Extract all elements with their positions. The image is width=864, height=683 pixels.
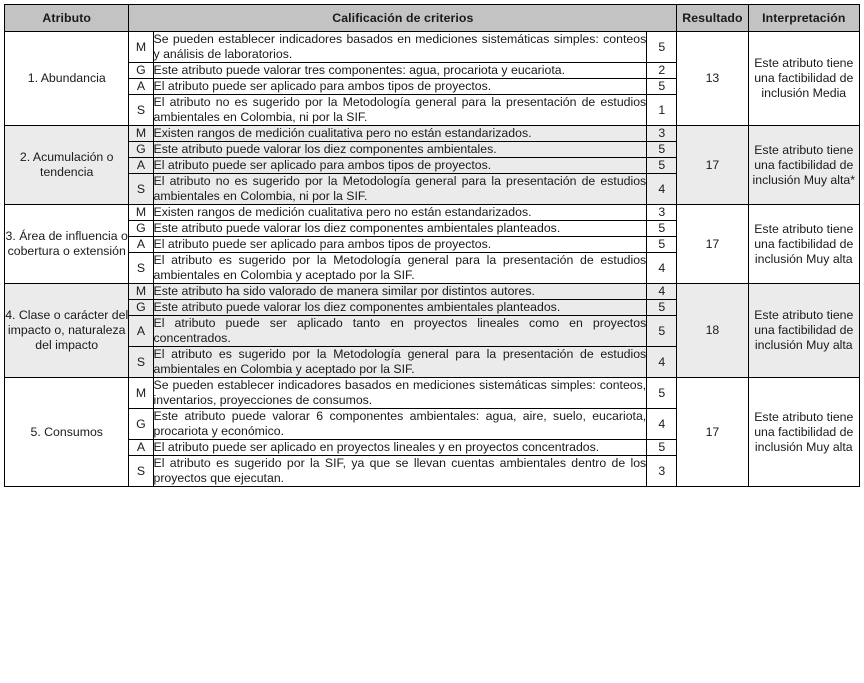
criterion-score-cell: 4 bbox=[647, 253, 677, 284]
criterion-score-cell: 5 bbox=[647, 32, 677, 63]
attribute-cell: 1. Abundancia bbox=[5, 32, 129, 126]
criterion-score-cell: 2 bbox=[647, 63, 677, 79]
criterion-letter-cell: G bbox=[129, 142, 153, 158]
result-cell: 18 bbox=[677, 284, 748, 378]
criterion-description-cell: Este atributo puede valorar tres componentes: agua, procariota y eucariota. bbox=[153, 63, 647, 79]
criterion-letter-cell: S bbox=[129, 456, 153, 487]
criterion-letter-cell: A bbox=[129, 79, 153, 95]
criterion-description-cell: Existen rangos de medición cualitativa pero no están estandarizados. bbox=[153, 205, 647, 221]
criterion-score-cell: 5 bbox=[647, 221, 677, 237]
criterion-letter-cell: M bbox=[129, 205, 153, 221]
criterion-description-cell: Se pueden establecer indicadores basados en mediciones sistemáticas simples: conteos, inventarios, proyecciones de consumos. bbox=[153, 378, 647, 407]
criteria-evaluation-table bbox=[4, 4, 860, 487]
criterion-description-cell: El atributo puede ser aplicado en proyectos lineales y en proyectos concentrados. bbox=[153, 440, 647, 456]
criterion-description-cell: Este atributo puede valorar los diez componentes ambientales planteados. bbox=[153, 221, 647, 237]
criterion-letter-cell: G bbox=[129, 300, 153, 316]
criterion-description-cell: Este atributo puede valorar los diez componentes ambientales. bbox=[153, 142, 647, 158]
result-cell: 17 bbox=[677, 378, 748, 487]
criterion-score-cell: 4 bbox=[647, 174, 677, 205]
table-header bbox=[5, 5, 860, 32]
criterion-description-cell: Este atributo puede valorar los diez componentes ambientales planteados. bbox=[153, 300, 647, 316]
criterion-letter-cell: S bbox=[129, 347, 153, 378]
criterion-description-cell: Se pueden establecer indicadores basados en mediciones sistemáticas simples: conteos y análisis de laboratorios. bbox=[153, 32, 647, 61]
criterion-description-cell: El atributo puede ser aplicado para ambos tipos de proyectos. bbox=[153, 237, 647, 253]
criterion-score-cell: 5 bbox=[647, 440, 677, 456]
criterion-score-cell: 4 bbox=[647, 409, 677, 440]
criterion-score-cell: 3 bbox=[647, 126, 677, 142]
criterion-description-cell: Este atributo puede valorar 6 componentes ambientales: agua, aire, suelo, eucariota, procariota y económico. bbox=[153, 409, 647, 438]
criterion-score-cell: 1 bbox=[647, 95, 677, 126]
criterion-description-cell: El atributo puede ser aplicado tanto en proyectos lineales como en proyectos concentrados. bbox=[153, 316, 647, 345]
criterion-score-cell: 3 bbox=[647, 456, 677, 487]
criterion-letter-cell: G bbox=[129, 63, 153, 79]
table-row bbox=[5, 126, 860, 142]
criterion-description-cell: El atributo puede ser aplicado para ambos tipos de proyectos. bbox=[153, 158, 647, 174]
criterion-letter-cell: A bbox=[129, 440, 153, 456]
criterion-score-cell: 5 bbox=[647, 142, 677, 158]
criterion-letter-cell: A bbox=[129, 316, 153, 347]
criterion-description-cell: El atributo no es sugerido por la Metodología general para la presentación de estudios ambientales en Colombia, ni por la SIF. bbox=[153, 174, 647, 203]
column-header-calificacion-criterios: Calificación de criterios bbox=[129, 5, 677, 32]
criterion-score-cell: 5 bbox=[647, 79, 677, 95]
criterion-score-cell: 4 bbox=[647, 347, 677, 378]
criterion-description-cell: El atributo no es sugerido por la Metodología general para la presentación de estudios ambientales en Colombia, ni por la SIF. bbox=[153, 95, 647, 124]
criterion-letter-cell: M bbox=[129, 378, 153, 409]
table-body bbox=[5, 32, 860, 487]
result-cell: 17 bbox=[677, 205, 748, 284]
criterion-score-cell: 5 bbox=[647, 158, 677, 174]
criterion-description-cell: El atributo es sugerido por la Metodología general para la presentación de estudios ambientales en Colombia y aceptado por la SIF. bbox=[153, 347, 647, 376]
interpretation-cell: Este atributo tiene una factibilidad de inclusión Muy alta bbox=[748, 378, 859, 487]
criterion-score-cell: 3 bbox=[647, 205, 677, 221]
result-cell: 13 bbox=[677, 32, 748, 126]
criterion-score-cell: 4 bbox=[647, 284, 677, 300]
criterion-description-cell: Existen rangos de medición cualitativa pero no están estandarizados. bbox=[153, 126, 647, 142]
interpretation-cell: Este atributo tiene una factibilidad de inclusión Muy alta bbox=[748, 284, 859, 378]
attribute-cell: 5. Consumos bbox=[5, 378, 129, 487]
criterion-letter-cell: G bbox=[129, 409, 153, 440]
criterion-description-cell: El atributo es sugerido por la SIF, ya que se llevan cuentas ambientales dentro de los proyectos que ejecutan. bbox=[153, 456, 647, 485]
table-row bbox=[5, 205, 860, 221]
criterion-score-cell: 5 bbox=[647, 378, 677, 409]
column-header-atributo: Atributo bbox=[5, 5, 129, 32]
interpretation-cell: Este atributo tiene una factibilidad de inclusión Muy alta* bbox=[748, 126, 859, 205]
table-row bbox=[5, 378, 860, 409]
criterion-description-cell: Este atributo ha sido valorado de manera similar por distintos autores. bbox=[153, 284, 647, 300]
attribute-cell: 3. Área de influencia o cobertura o extensión bbox=[5, 205, 129, 284]
criterion-letter-cell: A bbox=[129, 158, 153, 174]
table-row bbox=[5, 32, 860, 63]
criterion-letter-cell: S bbox=[129, 174, 153, 205]
column-header-interpretacion: Interpretación bbox=[748, 5, 859, 32]
table-row bbox=[5, 284, 860, 300]
criterion-letter-cell: S bbox=[129, 95, 153, 126]
attribute-cell: 4. Clase o carácter del impacto o, naturaleza del impacto bbox=[5, 284, 129, 378]
criterion-score-cell: 5 bbox=[647, 237, 677, 253]
criterion-letter-cell: M bbox=[129, 284, 153, 300]
criterion-description-cell: El atributo es sugerido por la Metodología general para la presentación de estudios ambientales en Colombia y aceptado por la SIF. bbox=[153, 253, 647, 282]
criterion-score-cell: 5 bbox=[647, 316, 677, 347]
criterion-letter-cell: S bbox=[129, 253, 153, 284]
result-cell: 17 bbox=[677, 126, 748, 205]
criterion-letter-cell: M bbox=[129, 32, 153, 63]
criterion-letter-cell: G bbox=[129, 221, 153, 237]
criterion-letter-cell: A bbox=[129, 237, 153, 253]
criterion-score-cell: 5 bbox=[647, 300, 677, 316]
criterion-letter-cell: M bbox=[129, 126, 153, 142]
column-header-resultado: Resultado bbox=[677, 5, 748, 32]
interpretation-cell: Este atributo tiene una factibilidad de inclusión Muy alta bbox=[748, 205, 859, 284]
interpretation-cell: Este atributo tiene una factibilidad de inclusión Media bbox=[748, 32, 859, 126]
criterion-description-cell: El atributo puede ser aplicado para ambos tipos de proyectos. bbox=[153, 79, 647, 95]
header-row bbox=[5, 5, 860, 32]
attribute-cell: 2. Acumulación o tendencia bbox=[5, 126, 129, 205]
